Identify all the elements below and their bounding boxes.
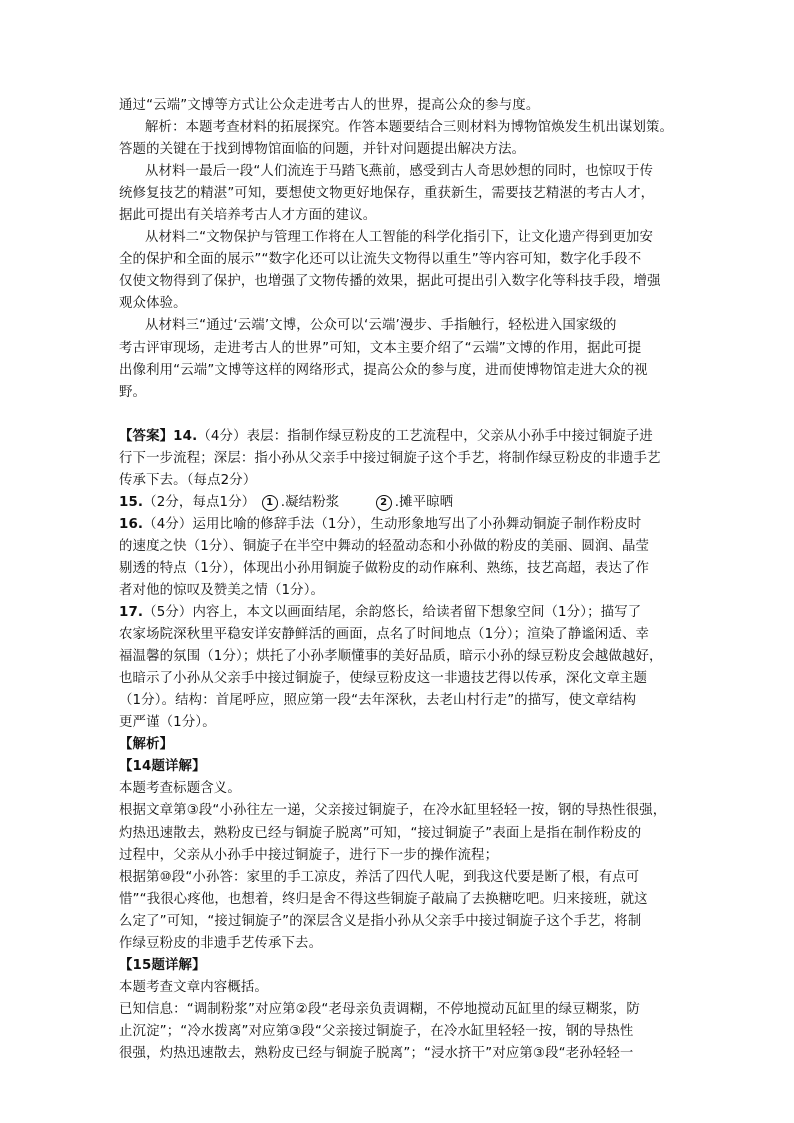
text-line: 本题考查标题含义。 (119, 781, 241, 797)
text-line: 止沉淀”；“冷水拨离”对应第③段“父亲接过铜旋子，在冷水缸里轻轻一按，钢的导热性 (119, 1023, 634, 1039)
text-line: 从材料二“文物保护与管理工作将在人工智能的科学化指引下，让文化遗产得到更加安 (145, 230, 654, 246)
text-line: 作绿豆粉皮的非遗手艺传承下去。 (119, 935, 323, 951)
text-line: 更严谨（1分）。 (119, 715, 216, 731)
text-line: 解析：本题考查材料的拓展探究。作答本题要结合三则材料为博物馆焕发生机出谋划策。 (145, 120, 674, 136)
circled-number: 1 (262, 495, 278, 511)
text-line: 者对他的惊叹及赞美之情（1分）。 (119, 582, 325, 598)
answer-item: .凝结粉浆 (280, 494, 340, 510)
text-line: 从材料三“通过‘云端’文博，公众可以‘云端’漫步、手指触行，轻松进入国家级的 (145, 318, 617, 334)
text-line: 本题考查文章内容概括。 (119, 979, 268, 995)
text-line: 也暗示了小孙从父亲手中接过铜旋子，使绿豆粉皮这一非遗技艺得以传承，深化文章主题 (119, 671, 648, 687)
answer-15-line (119, 492, 689, 514)
answer-item: .摊平晾晒 (394, 494, 454, 510)
answer-text: （4分）表层：指制作绿豆粉皮的工艺流程中，父亲从小孙手中接过铜旋子进 (197, 428, 653, 444)
text-line: 出像利用“云端”文博等这样的网络形式，提高公众的参与度，进而使博物馆走进大众的视 (119, 362, 648, 378)
text-line: 通过“云端”文博等方式让公众走进考古人的世界，提高公众的参与度。 (119, 98, 540, 113)
text-line: 从材料一最后一段“人们流连于马踏飞燕前，感受到古人奇思妙想的同时，也惊叹于传 (145, 164, 654, 180)
text-line: （1分）。结构：首尾呼应，照应第一段“去年深秋，去老山村行走”的描写，使文章结构 (119, 693, 637, 709)
text-line: 惜”“我很心疼他，也想着，终归是舍不得这些铜旋子敲扁了去换糖吃吧。归来接班，就这 (119, 891, 648, 907)
section-heading-14: 【14题详解】 (119, 759, 206, 775)
text-line: 行下一步流程；深层：指小孙从父亲手中接过铜旋子这个手艺，将制作绿豆粉皮的非遗手艺 (119, 450, 661, 466)
text-line: 根据文章第③段“小孙往左一递，父亲接过铜旋子，在冷水缸里轻轻一按，钢的导热性很强， (119, 803, 667, 819)
text-line: 很强，灼热迅速散去，熟粉皮已经与铜旋子脱离”；“浸水挤干”对应第③段“老孙轻轻一 (119, 1045, 634, 1061)
text-line: 根据第⑩段“小孙答：家里的手工凉皮，养活了四代人呢，到我这代要是断了根，有点可 (119, 869, 640, 885)
answer-17-line (119, 602, 689, 624)
text-line: 答题的关键在于找到博物馆面临的问题，并针对问题提出解决方法。 (119, 142, 526, 158)
text-line: 全的保护和全面的展示”“数字化还可以让流失文物得以重生”等内容可知，数字化手段不 (119, 252, 642, 268)
text-line: 考古评审现场，走进考古人的世界”可知，文本主要介绍了“云端”文博的作用，据此可提 (119, 340, 642, 356)
text-line: 福温馨的氛围（1分）；烘托了小孙孝顺懂事的美好品质，暗示小孙的绿豆粉皮会越做越好， (119, 649, 663, 665)
text-line: 据此可提出有关培养考古人才方面的建议。 (119, 208, 377, 224)
document-page (119, 95, 689, 1065)
question-number: 15. (119, 494, 144, 510)
text-line: 野。 (119, 384, 147, 400)
text-line: 剔透的特点（1分），体现出小孙用铜旋子做粉皮的动作麻利、熟练，技艺高超，表达了作 (119, 560, 650, 576)
answer-text: （2分，每点1分） (143, 494, 256, 510)
text-line: 的速度之快（1分）、铜旋子在半空中舞动的轻盈动态和小孙做的粉皮的美丽、圆润、晶莹 (119, 538, 650, 554)
answer-tag: 【答案】 (119, 428, 174, 444)
answer-text: （4分）运用比喻的修辞手法（1分），生动形象地写出了小孙舞动铜旋子制作粉皮时 (143, 516, 642, 532)
text-line: 么定了”可知，“接过铜旋子”的深层含义是指小孙从父亲手中接过铜旋子这个手艺，将制 (119, 913, 642, 929)
text-line: 农家场院深秋里平稳安详安静鲜活的画面，点名了时间地点（1分）；渲染了静谧闲适、幸 (119, 627, 650, 643)
text-line: 灼热迅速散去，熟粉皮已经与铜旋子脱离”可知，“接过铜旋子”表面上是指在制作粉皮的 (119, 825, 642, 841)
text-line: 已知信息：“调制粉浆”对应第②段“老母亲负责调糊，不停地搅动瓦缸里的绿豆糊浆，防 (119, 1001, 640, 1017)
text-line: 过程中，父亲从小孙手中接过铜旋子，进行下一步的操作流程； (119, 847, 499, 863)
answer-14-line (119, 426, 689, 448)
blank-line (119, 404, 689, 426)
answer-text: （5分）内容上，本文以画面结尾，余韵悠长，给读者留下想象空间（1分）；描写了 (143, 605, 642, 621)
question-number: 14. (173, 428, 198, 444)
text-line: 仅使文物得到了保护，也增强了文物传播的效果，据此可提出引入数字化等科技手段，增强 (119, 274, 661, 290)
text-line: 观众体验。 (119, 296, 187, 312)
analysis-tag: 【解析】 (119, 737, 174, 753)
question-number: 16. (119, 516, 144, 532)
answer-16-line (119, 514, 689, 536)
circled-number: 2 (376, 495, 392, 511)
text-line: 统修复技艺的精湛”可知，要想使文物更好地保存，重获新生，需要技艺精湛的考古人才， (119, 186, 655, 202)
section-heading-15: 【15题详解】 (119, 957, 206, 973)
text-line: 传承下去。（每点2分） (119, 472, 257, 488)
question-number: 17. (119, 605, 144, 621)
